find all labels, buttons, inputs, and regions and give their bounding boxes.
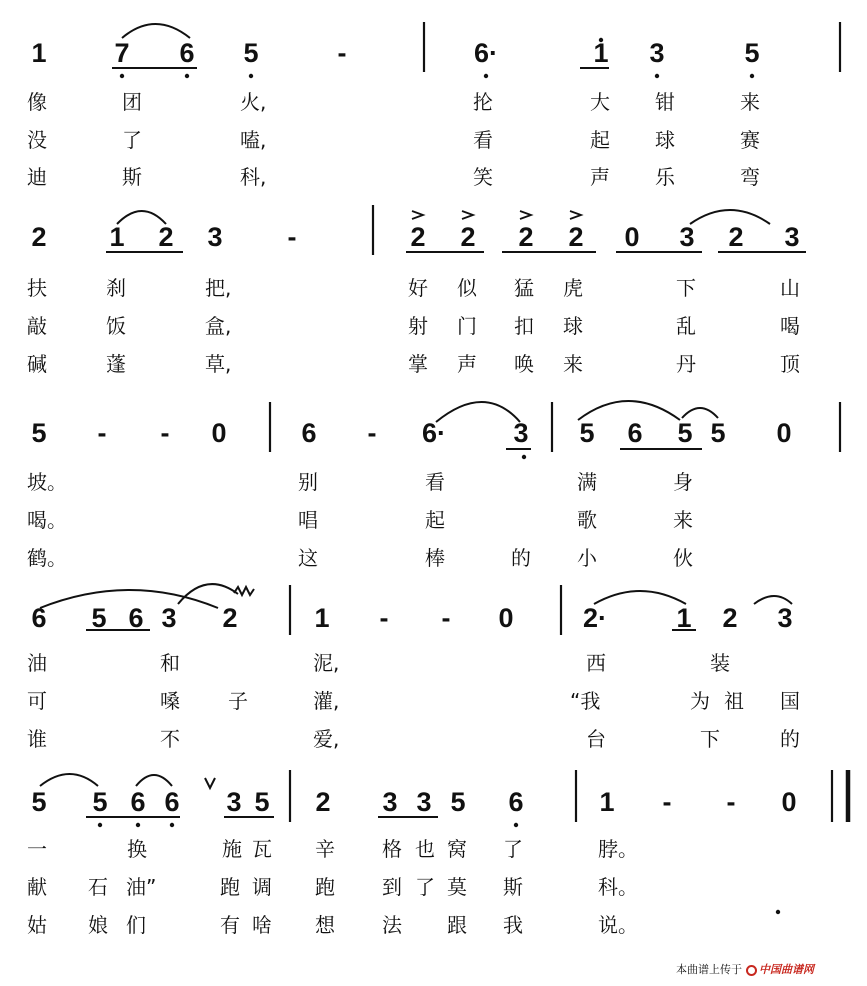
lyric: 为 — [690, 689, 710, 713]
note: 1 — [109, 222, 125, 252]
lyric: 科。 — [598, 875, 638, 899]
lyric: 有 — [220, 913, 240, 937]
lyric: 射 — [408, 314, 428, 338]
note: 3 — [649, 38, 665, 68]
lyric: 嗑, — [240, 128, 267, 152]
lyric: 施 — [222, 837, 242, 861]
lyric: 了 — [415, 875, 435, 899]
note: 6· — [474, 38, 499, 68]
note: 3 — [513, 418, 529, 448]
note: 5 — [710, 418, 726, 448]
note: 5 — [450, 787, 466, 817]
note: 5 — [31, 787, 47, 817]
lyric: 西 — [586, 651, 606, 675]
lyric: 下 — [700, 727, 720, 751]
note: 6 — [301, 418, 317, 448]
lyric: 献 — [27, 875, 47, 899]
note: 5 — [92, 787, 108, 817]
lyric: 脖。 — [598, 837, 638, 861]
lyric: 坡。 — [27, 470, 67, 494]
lyric: 乐 — [655, 165, 675, 189]
lyric: 看 — [425, 470, 445, 494]
note: 3 — [161, 603, 177, 633]
lyric: 没 — [27, 128, 47, 152]
site-logo-icon — [746, 965, 757, 976]
note: 5 — [243, 38, 259, 68]
note: 3 — [382, 787, 398, 817]
lyric: 球 — [655, 128, 675, 152]
note: 5 — [254, 787, 270, 817]
bar-lines — [270, 22, 848, 822]
lyric: 姑 — [27, 913, 47, 937]
lyric: 虎 — [563, 276, 583, 300]
lyric: 好 — [408, 276, 428, 300]
lyric: 乱 — [676, 314, 696, 338]
lyric: 球 — [563, 314, 583, 338]
lyric: 我 — [503, 913, 523, 937]
lyric: 鹤。 — [27, 546, 67, 570]
lyric: 满 — [577, 470, 597, 494]
note: 5 — [744, 38, 760, 68]
lyric: 爱, — [313, 727, 340, 751]
lyric: 的 — [780, 727, 800, 751]
lyric: 了 — [503, 837, 523, 861]
lyric: “我 — [570, 689, 601, 713]
lyric: 来 — [740, 90, 760, 114]
lyric: 扶 — [27, 276, 47, 300]
note: 1 — [314, 603, 330, 633]
lyric: 调 — [252, 875, 272, 899]
lyric: 油” — [126, 875, 157, 899]
note: 3 — [679, 222, 695, 252]
lyric: 莫 — [447, 875, 467, 899]
lyric: 啥 — [252, 913, 272, 937]
note: 3 — [226, 787, 242, 817]
note: 1 — [599, 787, 615, 817]
lyric: 跑 — [220, 875, 240, 899]
lyric: 瓦 — [252, 837, 272, 861]
lyric: 国 — [780, 689, 800, 713]
lyric: 油 — [27, 651, 47, 675]
lyric: 灌, — [313, 689, 340, 713]
lyric: 刹 — [106, 276, 126, 300]
lyric: 扣 — [514, 314, 534, 338]
lyric: 似 — [457, 276, 477, 300]
lyric: 小 — [577, 546, 597, 570]
lyric: 窝 — [447, 837, 467, 861]
lyric: 弯 — [740, 165, 760, 189]
lyric: 了 — [122, 128, 142, 152]
note: 0 — [211, 418, 227, 448]
lyric: 团 — [122, 90, 142, 114]
note: - — [662, 787, 672, 817]
lyric: 盒, — [205, 314, 232, 338]
note: - — [97, 418, 107, 448]
note: 6 — [179, 38, 195, 68]
note: 2 — [158, 222, 174, 252]
note: 6 — [31, 603, 47, 633]
lyric: 这 — [298, 546, 318, 570]
lyric: 山 — [780, 276, 800, 300]
lyric: 身 — [673, 470, 693, 494]
lyric: 子 — [228, 689, 248, 713]
note: - — [367, 418, 377, 448]
slurs — [40, 24, 792, 786]
lyric: 钳 — [655, 90, 675, 114]
lyric: 斯 — [503, 875, 523, 899]
lyric: 棒 — [425, 546, 445, 570]
lyric: 石 — [88, 875, 108, 899]
note: 0 — [781, 787, 797, 817]
lyric: 饭 — [106, 314, 126, 338]
lyric: 迪 — [27, 165, 47, 189]
lyric: 台 — [586, 727, 606, 751]
lyric: 来 — [563, 352, 583, 376]
lyric: 法 — [382, 913, 402, 937]
lyric: 别 — [298, 470, 318, 494]
lyric: 泥, — [313, 651, 340, 675]
note: 3 — [777, 603, 793, 633]
lyric: 的 — [511, 546, 531, 570]
lyric: 喝。 — [27, 508, 67, 532]
lyric: 们 — [126, 913, 146, 937]
lyric: 伙 — [673, 546, 693, 570]
note: 7 — [114, 38, 130, 68]
note: 6 — [508, 787, 524, 817]
lyric: 猛 — [514, 276, 534, 300]
lyric: 掌 — [408, 352, 428, 376]
lyric: 起 — [590, 128, 610, 152]
footer-text: 本曲谱上传于 — [676, 963, 742, 976]
note: 6 — [128, 603, 144, 633]
note: 5 — [579, 418, 595, 448]
site-name[interactable]: 中国曲谱网 — [759, 963, 814, 976]
note: - — [726, 787, 736, 817]
lyric: 斯 — [122, 165, 142, 189]
lyric: 抡 — [473, 90, 493, 114]
note: 3 — [416, 787, 432, 817]
lyric: 看 — [473, 128, 493, 152]
lyric: 换 — [127, 837, 147, 861]
lyric: 起 — [425, 508, 445, 532]
note: 2 — [410, 222, 426, 252]
note: 5 — [677, 418, 693, 448]
lyric: 辛 — [315, 837, 335, 861]
note: 3 — [207, 222, 223, 252]
note: 1 — [31, 38, 47, 68]
lyric: 格 — [382, 837, 402, 861]
lyric: 唱 — [298, 508, 318, 532]
lyric: 唤 — [514, 352, 534, 376]
note: 2 — [460, 222, 476, 252]
note: 5 — [91, 603, 107, 633]
note: - — [287, 222, 297, 252]
note: 6 — [164, 787, 180, 817]
note: 2 — [728, 222, 744, 252]
note: 2 — [31, 222, 47, 252]
note: 2 — [518, 222, 534, 252]
note: 2 — [568, 222, 584, 252]
lyric: 蓬 — [106, 352, 126, 376]
lyric: 笑 — [473, 165, 493, 189]
lyric: 也 — [415, 837, 435, 861]
lyric: 可 — [27, 689, 47, 713]
note: 1 — [676, 603, 692, 633]
note: 1 — [593, 38, 609, 68]
lyric: 草, — [205, 352, 232, 376]
note: 3 — [784, 222, 800, 252]
lyric: 装 — [710, 651, 730, 675]
lyric: 说。 — [598, 913, 638, 937]
lyric: 喝 — [780, 314, 800, 338]
lyric: 谁 — [27, 727, 47, 751]
lyric: 大 — [590, 90, 610, 114]
lyric: 像 — [27, 90, 47, 114]
lyric: 来 — [673, 508, 693, 532]
note: 5 — [31, 418, 47, 448]
lyric: 跟 — [447, 913, 467, 937]
lyric: 和 — [160, 651, 180, 675]
lyric: 到 — [382, 875, 402, 899]
note: - — [160, 418, 170, 448]
note: - — [379, 603, 389, 633]
lyric: 声 — [457, 352, 477, 376]
lyric: 声 — [590, 165, 610, 189]
note: 6· — [422, 418, 447, 448]
lyric: 把, — [205, 276, 232, 300]
note: 2· — [583, 603, 608, 633]
lyric: 科, — [240, 165, 267, 189]
accent-marks — [412, 211, 581, 219]
lyric: 不 — [160, 727, 180, 751]
note: 0 — [624, 222, 640, 252]
lyric: 火, — [240, 90, 267, 114]
lyric: 丹 — [676, 352, 696, 376]
lyric: 一 — [27, 837, 47, 861]
lyric: 敲 — [27, 314, 47, 338]
note: 2 — [222, 603, 238, 633]
lyric: 想 — [315, 913, 335, 937]
lyric: 祖 — [724, 689, 744, 713]
note: 6 — [130, 787, 146, 817]
lyric: 赛 — [740, 128, 760, 152]
note: - — [441, 603, 451, 633]
note: 0 — [776, 418, 792, 448]
note: 0 — [498, 603, 514, 633]
note: - — [337, 38, 347, 68]
lyric: 门 — [457, 314, 477, 338]
lyric: 跑 — [315, 875, 335, 899]
note: 2 — [315, 787, 331, 817]
site-footer — [676, 962, 814, 978]
note: 2 — [722, 603, 738, 633]
lyric: 顶 — [780, 352, 800, 376]
lyric: 娘 — [88, 913, 108, 937]
note: 6 — [627, 418, 643, 448]
lyric: 嗓 — [160, 689, 180, 713]
lyric: 歌 — [577, 508, 597, 532]
lyric: 下 — [676, 276, 696, 300]
lyric: 碱 — [27, 352, 47, 376]
